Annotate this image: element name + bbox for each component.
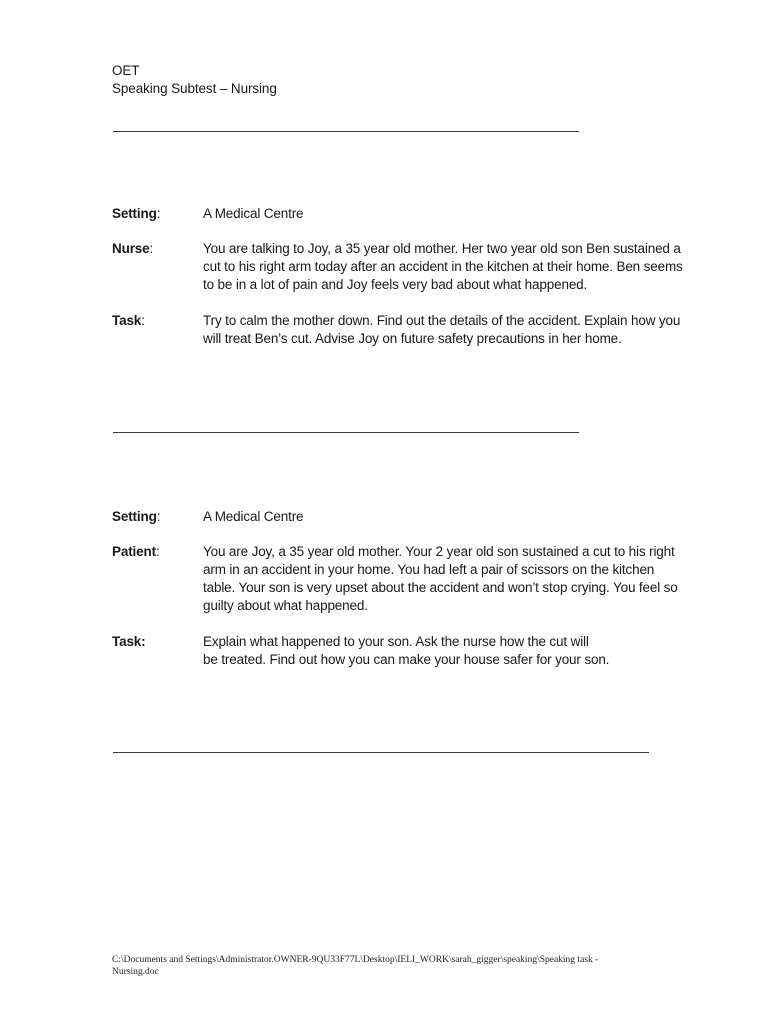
card1-task-text: Try to calm the mother down. Find out the details of the accident. Explain how you will treat Ben’s cut. Advise Joy on future safety precautions in her home. bbox=[203, 313, 681, 346]
card1-setting-text: A Medical Centre bbox=[203, 206, 304, 221]
card1-role-label: Nurse: bbox=[112, 241, 154, 256]
card1-setting-label: Setting: bbox=[112, 206, 161, 221]
divider-top bbox=[113, 131, 579, 132]
card2-setting-text: A Medical Centre bbox=[203, 509, 304, 524]
card1-role-text: You are talking to Joy, a 35 year old mother. Her two year old son Ben sustained a cut to his right arm today after an accident in the kitchen at their home. Ben seems to be in a lot of pain and Joy feels very bad about what happened. bbox=[203, 241, 683, 292]
card2-task-text: Explain what happened to your son. Ask the nurse how the cut will be treated. Find out how you can make your house safer for your son. bbox=[203, 634, 610, 667]
footer-path-line1: C:\Documents and Settings\Administrator.OWNER-9QU33F77L\Desktop\IELI_WORK\sarah_gigger\speaking\Speaking task - bbox=[112, 955, 599, 965]
card2-setting-label: Setting: bbox=[112, 509, 161, 524]
divider-middle bbox=[113, 432, 579, 433]
card2-role-text: You are Joy, a 35 year old mother. Your 2 year old son sustained a cut to his right arm in an accident in your home. You had left a pair of scissors on the kitchen table. Your son is very upset about the accident and won’t stop crying. You feel so guilty about what happened. bbox=[203, 544, 678, 613]
header-exam-name: OET bbox=[112, 63, 140, 78]
divider-bottom bbox=[113, 752, 649, 753]
document-header bbox=[112, 62, 277, 98]
footer-path-line2: Nursing.doc bbox=[112, 967, 159, 977]
card2-role-label: Patient: bbox=[112, 544, 160, 559]
header-subtest-title: Speaking Subtest – Nursing bbox=[112, 81, 277, 96]
card2-task-label: Task: bbox=[112, 634, 146, 649]
card1-task-label: Task: bbox=[112, 313, 145, 328]
file-path-footer bbox=[112, 954, 598, 978]
